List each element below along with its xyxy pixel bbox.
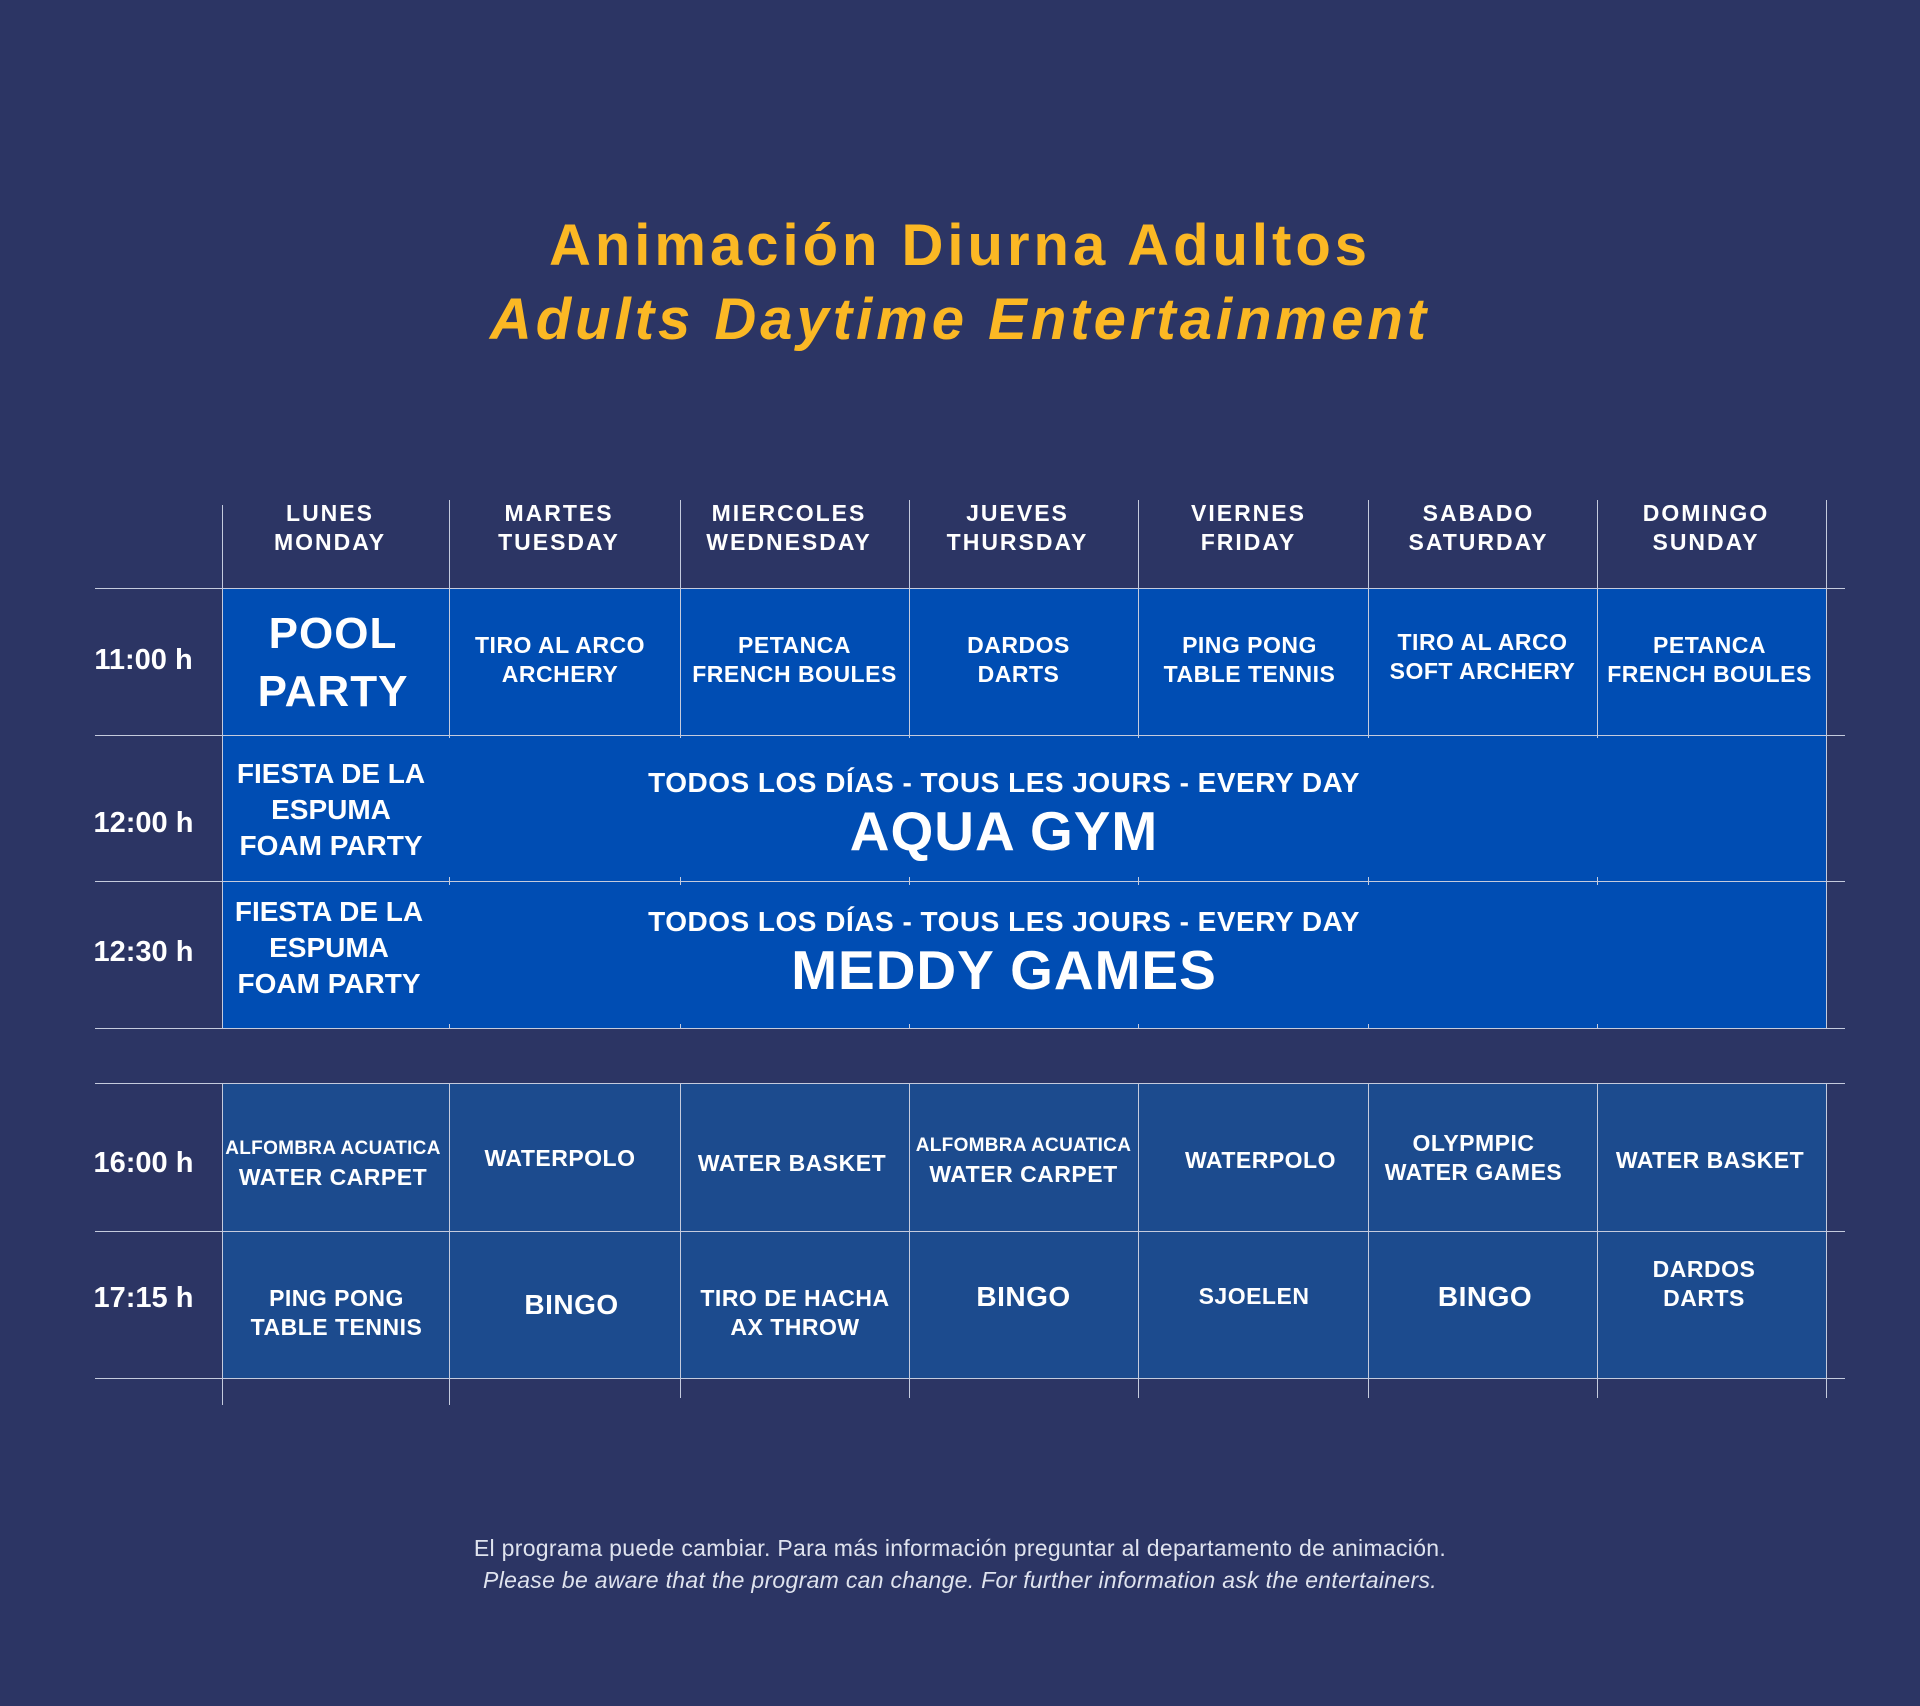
day-header-saturday — [1368, 497, 1589, 559]
activity-cell-water-carpet — [909, 1130, 1138, 1190]
day-name-es: VIERNES — [1191, 500, 1306, 526]
day-name-en: SATURDAY — [1408, 529, 1549, 555]
grid-line — [95, 1231, 1845, 1232]
activity-cell-soft-archery — [1368, 627, 1597, 687]
activity-cell-water-carpet — [222, 1133, 444, 1193]
page-subtitle: Adults Daytime Entertainment — [489, 287, 1431, 352]
banner-subtitle: TODOS LOS DÍAS - TOUS LES JOURS - EVERY DAY — [648, 906, 1360, 937]
grid-line — [1138, 877, 1139, 885]
banner-title: AQUA GYM — [849, 800, 1159, 862]
footer-note-en: Please be aware that the program can change. For further information ask the entertainers. — [483, 1567, 1437, 1593]
day-name-es: MIERCOLES — [711, 500, 867, 526]
activity-line: PETANCA — [738, 632, 851, 658]
time-label-1715: 17:15 h — [93, 1281, 194, 1314]
banner-subtitle: TODOS LOS DÍAS - TOUS LES JOURS - EVERY DAY — [648, 767, 1360, 798]
activity-line: DARTS — [977, 661, 1060, 687]
activity-cell-table-tennis — [222, 1283, 451, 1343]
activity-cell-bingo — [449, 1284, 694, 1324]
activity-cell-french-boules — [680, 630, 909, 690]
activity-line: TIRO DE HACHA — [700, 1285, 890, 1311]
grid-line — [680, 877, 681, 885]
activity-line: WATER CARPET — [238, 1164, 428, 1190]
day-name-es: SABADO — [1422, 500, 1535, 526]
grid-line — [1826, 500, 1827, 1028]
grid-line — [909, 877, 910, 885]
activity-line: OLYPMPIC — [1412, 1130, 1535, 1156]
activity-line: SJOELEN — [1198, 1282, 1310, 1309]
activity-line: BINGO — [1437, 1280, 1533, 1312]
activity-line: WATER GAMES — [1384, 1159, 1563, 1185]
activity-line: WATER BASKET — [697, 1149, 887, 1176]
time-label-1230: 12:30 h — [93, 935, 194, 968]
activity-line: BINGO — [524, 1288, 619, 1320]
activity-cell-waterpolo — [449, 1142, 671, 1174]
activity-line: FOAM PARTY — [237, 968, 421, 999]
activity-line: ESPUMA — [271, 794, 391, 825]
grid-line — [1138, 1083, 1139, 1398]
grid-line — [1597, 1024, 1598, 1028]
activity-line: FRENCH BOULES — [692, 661, 897, 687]
activity-line: TABLE TENNIS — [1163, 661, 1336, 687]
grid-line — [1597, 1083, 1598, 1398]
activity-line: FIESTA DE LA — [234, 896, 424, 927]
grid-line — [449, 1083, 450, 1405]
footer-note-es: El programa puede cambiar. Para más información preguntar al departamento de animación. — [473, 1535, 1447, 1561]
activity-line: TIRO AL ARCO — [1397, 629, 1568, 655]
day-name-en: MONDAY — [273, 529, 387, 555]
activity-line: WATER CARPET — [929, 1161, 1118, 1187]
grid-line — [1368, 877, 1369, 885]
time-label-1200: 12:00 h — [93, 806, 194, 839]
grid-line — [95, 1378, 1845, 1379]
activity-line: ALFOMBRA ACUATICA — [225, 1138, 441, 1159]
day-name-es: DOMINGO — [1642, 500, 1770, 526]
day-name-en: THURSDAY — [946, 529, 1089, 555]
activity-line: DARTS — [1663, 1285, 1745, 1311]
time-label-1100: 11:00 h — [94, 643, 193, 676]
activity-line: WATERPOLO — [484, 1144, 636, 1171]
activity-line: PARTY — [257, 667, 409, 716]
day-header-friday — [1138, 497, 1359, 559]
activity-line: BINGO — [976, 1280, 1071, 1312]
grid-line — [95, 1028, 1845, 1029]
day-name-en: SUNDAY — [1652, 529, 1760, 555]
day-header-monday — [222, 497, 438, 559]
activity-line: POOL — [268, 609, 398, 658]
activity-line: DARDOS — [1652, 1256, 1756, 1282]
grid-line — [449, 877, 450, 885]
activity-line: PETANCA — [1653, 632, 1766, 658]
activity-cell-olympic-water-games — [1368, 1128, 1579, 1188]
activity-cell-bingo — [909, 1276, 1138, 1316]
activity-cell-water-basket — [1597, 1144, 1823, 1176]
page-title: Animación Diurna Adultos — [548, 213, 1372, 278]
activity-line: PING PONG — [269, 1285, 404, 1311]
day-header-tuesday — [449, 497, 669, 559]
grid-line — [680, 1024, 681, 1028]
activity-line: FIESTA DE LA — [236, 758, 426, 789]
day-name-en: FRIDAY — [1200, 529, 1297, 555]
banner-meddy-games — [449, 905, 1559, 1001]
activity-cell-foam-party — [222, 755, 440, 865]
activity-cell-foam-party — [222, 893, 436, 1003]
activity-line: FRENCH BOULES — [1607, 661, 1812, 687]
grid-line — [909, 1024, 910, 1028]
day-name-en: WEDNESDAY — [706, 529, 872, 555]
day-header-sunday — [1597, 497, 1815, 559]
grid-line — [449, 1024, 450, 1028]
activity-cell-water-basket — [680, 1147, 904, 1179]
grid-line — [1368, 1024, 1369, 1028]
activity-line: SOFT ARCHERY — [1389, 658, 1576, 684]
activity-line: ESPUMA — [269, 932, 389, 963]
activity-cell-sjoelen — [1138, 1280, 1370, 1312]
activity-line: PING PONG — [1182, 632, 1317, 658]
grid-line — [95, 735, 1845, 736]
grid-line — [680, 1083, 681, 1398]
day-name-es: LUNES — [286, 500, 374, 526]
grid-line — [1597, 877, 1598, 885]
activity-cell-archery — [449, 630, 671, 690]
grid-line — [95, 1083, 1845, 1084]
activity-line: WATER BASKET — [1615, 1146, 1805, 1173]
activity-line: WATERPOLO — [1184, 1146, 1336, 1173]
day-name-en: TUESDAY — [498, 529, 620, 555]
grid-line — [95, 588, 1845, 589]
grid-line — [1138, 1024, 1139, 1028]
banner-title: MEDDY GAMES — [791, 939, 1217, 1001]
activity-line: FOAM PARTY — [239, 830, 423, 861]
activity-cell-darts — [1597, 1254, 1811, 1314]
activity-line: ALFOMBRA ACUATICA — [915, 1135, 1132, 1156]
day-header-thursday — [909, 497, 1126, 559]
activity-cell-bingo — [1368, 1276, 1602, 1316]
activity-line: TIRO AL ARCO — [475, 632, 645, 658]
activity-line: TABLE TENNIS — [250, 1314, 423, 1340]
activity-line: DARDOS — [967, 632, 1070, 658]
activity-line: ARCHERY — [501, 661, 619, 687]
activity-cell-waterpolo — [1138, 1144, 1383, 1176]
day-header-wednesday — [680, 497, 898, 559]
activity-cell-table-tennis — [1138, 630, 1361, 690]
grid-line — [222, 1083, 223, 1405]
day-name-es: JUEVES — [966, 500, 1069, 526]
day-name-es: MARTES — [504, 500, 614, 526]
banner-aqua-gym — [449, 766, 1559, 862]
grid-line — [1826, 1083, 1827, 1398]
grid-line — [95, 881, 1845, 882]
time-label-1600: 16:00 h — [93, 1146, 194, 1179]
activity-cell-french-boules — [1597, 630, 1822, 690]
activity-cell-pool-party — [222, 598, 444, 728]
activity-cell-darts — [909, 630, 1128, 690]
activity-line: AX THROW — [730, 1314, 860, 1340]
activity-cell-ax-throw — [680, 1283, 910, 1343]
